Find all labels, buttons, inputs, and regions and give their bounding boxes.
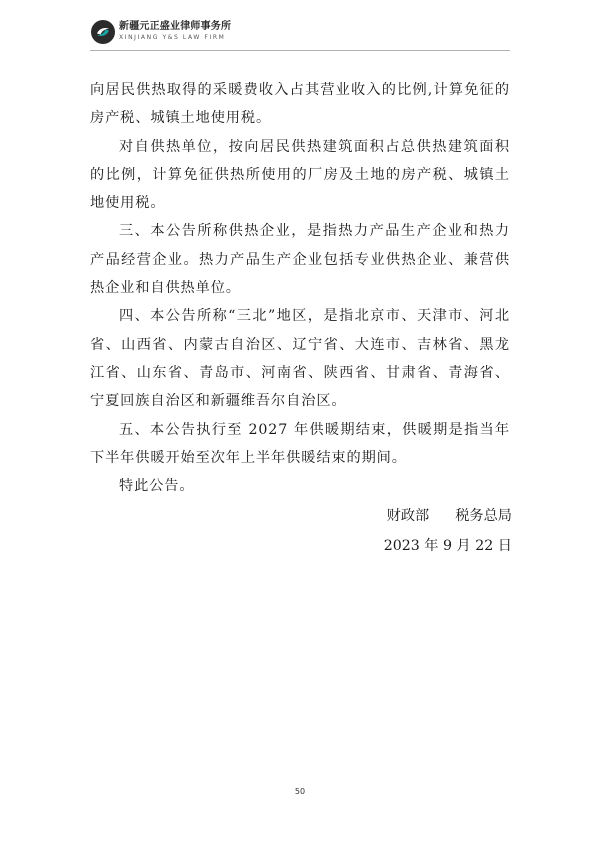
firm-name-en: XINJIANG Y&S LAW FIRM	[119, 34, 226, 41]
page-number: 50	[294, 787, 306, 796]
paragraph-self-heating: 对自供热单位，按向居民供热建筑面积占总供热建筑面积的比例，计算免征供热所使用的厂房及土地的房产税、城镇土地使用税。	[90, 138, 510, 212]
paragraph-item-5: 五、本公告执行至 2027 年供暖期结束，供暖期是指当年下半年供暖开始至次年上半年供暖结束的期间。	[90, 421, 510, 466]
paragraph-item-3: 三、本公告所称供热企业，是指热力产品生产企业和热力产品经营企业。热力产品生产企业包括专业供热企业、兼营供热企业和自供热单位。	[90, 223, 510, 297]
page-header	[90, 19, 510, 49]
firm-brand	[119, 21, 231, 42]
issuer-tax-administration: 税务总局	[455, 508, 512, 524]
signature-date: 2023 年 9 月 22 日	[383, 538, 512, 554]
paragraph-closing: 特此公告。	[119, 478, 195, 495]
issuer-ministry-of-finance: 财政部	[386, 508, 430, 524]
header-divider	[90, 50, 510, 51]
firm-name-cn: 新疆元正盛业律师事务所	[119, 21, 232, 32]
document-body	[90, 76, 510, 500]
paragraph-continuation: 向居民供热取得的采暖费收入占其营业收入的比例,计算免征的房产税、城镇土地使用税。	[90, 82, 510, 127]
paragraph-item-4: 四、本公告所称“三北”地区，是指北京市、天津市、河北省、山西省、内蒙古自治区、辽宁省、大连市、吉林省、黑龙江省、山东省、青岛市、河南省、陕西省、甘肃省、青海省、宁夏回族自治区和新疆维吾尔自治区。	[90, 308, 510, 410]
firm-logo-icon	[90, 19, 116, 45]
signature-issuers	[387, 502, 512, 530]
